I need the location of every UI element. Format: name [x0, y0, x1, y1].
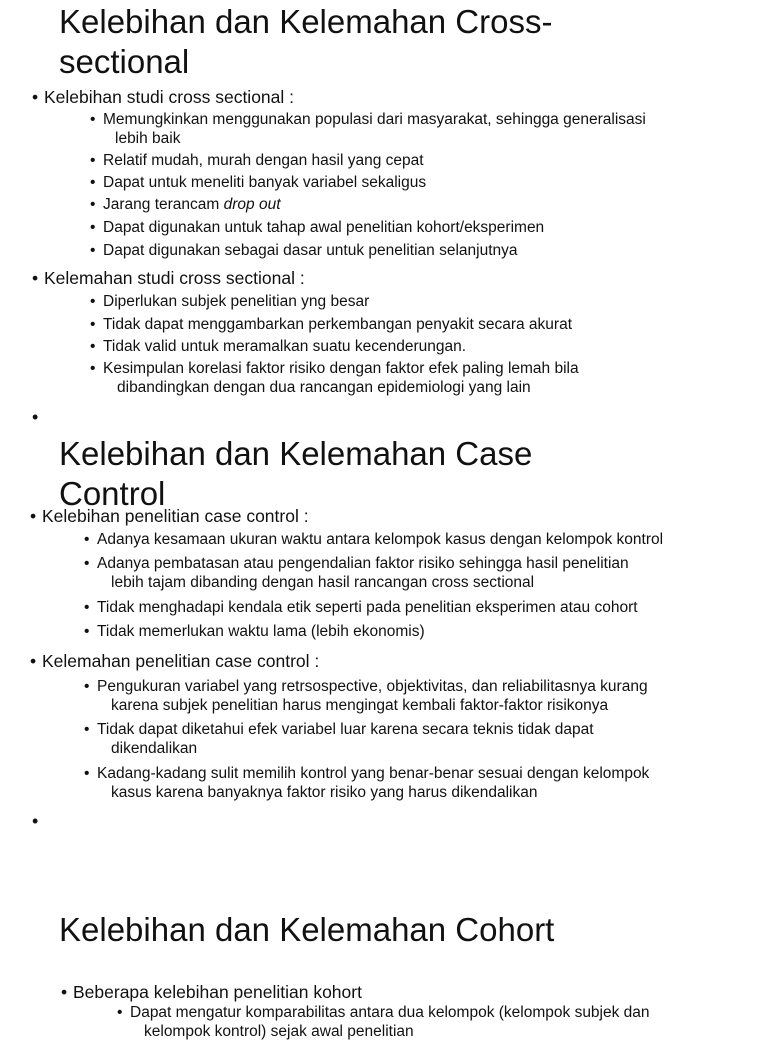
heading-text: Kelebihan penelitian case control :	[42, 506, 309, 526]
bullet-icon: •	[90, 219, 96, 236]
title-line: Kelebihan dan Kelemahan Case	[59, 435, 533, 472]
title-line: Kelebihan dan Kelemahan Cohort	[59, 911, 555, 948]
list-item: • Kadang-kadang sulit memilih kontrol yang benar-benar sesuai dengan kelompok kasus karena banyaknya faktor risiko yang harus dikendalikan	[84, 765, 650, 801]
bullet-icon: •	[90, 242, 96, 259]
list-item: • Tidak dapat menggambarkan perkembangan penyakit secara akurat	[90, 316, 573, 333]
list-item: • Tidak valid untuk meramalkan suatu kecenderungan.	[90, 338, 467, 355]
list-item: • Diperlukan subjek penelitian yng besar	[90, 293, 370, 310]
list-item: • Dapat digunakan sebagai dasar untuk penelitian selanjutnya	[90, 242, 518, 259]
list-item: • Pengukuran variabel yang retrsospective, objektivitas, dan reliabilitasnya kurang karena subjek penelitian harus mengingat kembali faktor-faktor risikonya	[84, 678, 648, 714]
italic-term: drop out	[223, 196, 281, 213]
group-heading	[32, 86, 294, 108]
list-item: • Dapat mengatur komparabilitas antara dua kelompok (kelompok subjek dan kelompok kontrol) sejak awal penelitian	[117, 1004, 650, 1040]
bullet-icon: •	[90, 360, 96, 377]
list-item: • Tidak memerlukan waktu lama (lebih ekonomis)	[84, 623, 425, 640]
bullet-icon: •	[90, 196, 96, 213]
bullet-icon: •	[32, 811, 39, 831]
list-item: • Tidak dapat diketahui efek variabel luar karena secara teknis tidak dapat dikendalikan	[84, 721, 594, 757]
empty-bullet	[32, 407, 38, 427]
section-title-case-control	[59, 434, 532, 514]
section-title-cross-sectional	[59, 2, 552, 82]
bullet-icon: •	[32, 407, 39, 427]
title-line: Kelebihan dan Kelemahan Cross-	[59, 3, 553, 40]
bullet-icon: •	[90, 174, 96, 191]
bullet-icon: •	[32, 268, 39, 288]
bullet-icon: •	[84, 531, 90, 548]
heading-text: Beberapa kelebihan penelitian kohort	[73, 982, 362, 1002]
bullet-icon: •	[90, 293, 96, 310]
bullet-icon: •	[30, 506, 37, 526]
list-item: • Adanya kesamaan ukuran waktu antara kelompok kasus dengan kelompok kontrol	[84, 531, 664, 548]
bullet-icon: •	[90, 316, 96, 333]
bullet-icon: •	[84, 623, 90, 640]
group-heading	[30, 650, 320, 672]
group-heading	[61, 981, 362, 1003]
title-line: Control	[59, 475, 166, 512]
bullet-icon: •	[32, 87, 39, 107]
heading-text: Kelebihan studi cross sectional :	[44, 87, 294, 107]
heading-text: Kelemahan penelitian case control :	[42, 651, 320, 671]
bullet-icon: •	[90, 338, 96, 355]
title-line: sectional	[59, 43, 190, 80]
empty-bullet	[32, 811, 38, 831]
list-item: • Dapat digunakan untuk tahap awal penelitian kohort/eksperimen	[90, 219, 545, 236]
list-item: • Dapat untuk meneliti banyak variabel sekaligus	[90, 174, 427, 191]
bullet-icon: •	[30, 651, 37, 671]
list-item: • Memungkinkan menggunakan populasi dari masyarakat, sehingga generalisasi lebih baik	[90, 111, 646, 147]
group-heading	[32, 267, 305, 289]
bullet-icon: •	[84, 721, 90, 738]
bullet-icon: •	[84, 599, 90, 616]
list-item: • Jarang terancam drop out	[90, 196, 281, 213]
bullet-icon: •	[90, 152, 96, 169]
heading-text: Kelemahan studi cross sectional :	[44, 268, 305, 288]
bullet-icon: •	[90, 111, 96, 128]
bullet-icon: •	[117, 1004, 123, 1021]
list-item: • Tidak menghadapi kendala etik seperti pada penelitian eksperimen atau cohort	[84, 599, 638, 616]
bullet-icon: •	[84, 765, 90, 782]
bullet-icon: •	[84, 678, 90, 695]
list-item: • Kesimpulan korelasi faktor risiko dengan faktor efek paling lemah bila dibandingkan dengan dua rancangan epidemiologi yang lain	[90, 360, 579, 396]
group-heading	[30, 505, 309, 527]
list-item: • Adanya pembatasan atau pengendalian faktor risiko sehingga hasil penelitian lebih tajam dibanding dengan hasil rancangan cross sectional	[84, 555, 629, 591]
bullet-icon: •	[84, 555, 90, 572]
list-item: • Relatif mudah, murah dengan hasil yang cepat	[90, 152, 424, 169]
section-title-cohort	[59, 910, 554, 950]
bullet-icon: •	[61, 982, 68, 1002]
